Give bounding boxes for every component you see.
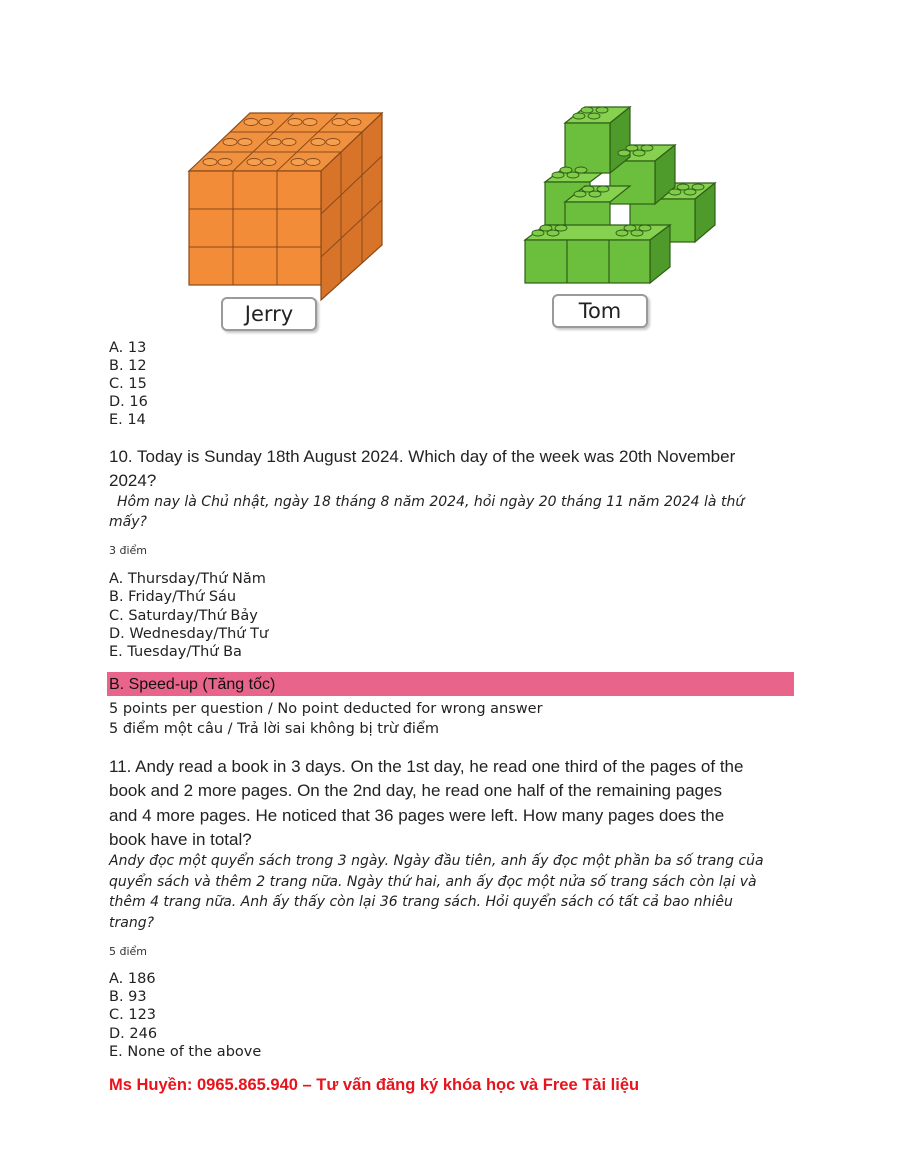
q11-question-line3: and 4 more pages. He noticed that 36 pages were left. How many pages does the bbox=[109, 806, 725, 825]
q11-option-c[interactable]: C. 123 bbox=[109, 1007, 157, 1023]
footer-contact: Ms Huyền: 0965.865.940 – Tư vấn đăng ký khóa học và Free Tài liệu bbox=[109, 1076, 640, 1094]
q10-points: 3 điểm bbox=[109, 544, 148, 557]
q11-option-b[interactable]: B. 93 bbox=[109, 989, 147, 1005]
q11-option-a[interactable]: A. 186 bbox=[109, 971, 156, 987]
q10-translation-line2: mấy? bbox=[109, 514, 147, 530]
q9-option-a[interactable]: A. 13 bbox=[109, 340, 147, 356]
q10-question-line1: 10. Today is Sunday 18th August 2024. Which day of the week was 20th November bbox=[109, 447, 736, 466]
q10-option-a[interactable]: A. Thursday/Thứ Năm bbox=[109, 571, 266, 587]
section-title: B. Speed-up (Tăng tốc) bbox=[109, 676, 276, 693]
q10-question-line2: 2024? bbox=[109, 471, 157, 490]
q10-translation-line1: Hôm nay là Chủ nhật, ngày 18 tháng 8 năm 2024, hỏi ngày 20 tháng 11 năm 2024 là thứ bbox=[117, 494, 745, 510]
q9-option-b[interactable]: B. 12 bbox=[109, 358, 147, 374]
q11-translation-line4: trang? bbox=[109, 915, 155, 931]
tom-label: Tom bbox=[552, 294, 648, 328]
q11-question-line1: 11. Andy read a book in 3 days. On the 1st day, he read one third of the pages of the bbox=[109, 757, 744, 776]
jerry-label: Jerry bbox=[221, 297, 317, 331]
q9-option-e[interactable]: E. 14 bbox=[109, 412, 146, 428]
q11-translation-line1: Andy đọc một quyển sách trong 3 ngày. Ngày đầu tiên, anh ấy đọc một phần ba số trang của bbox=[109, 853, 764, 869]
q11-option-d[interactable]: D. 246 bbox=[109, 1026, 158, 1042]
section-note-en: 5 points per question / No point deducted for wrong answer bbox=[109, 701, 543, 717]
q10-option-b[interactable]: B. Friday/Thứ Sáu bbox=[109, 589, 237, 605]
tom-brick-stack bbox=[525, 107, 715, 283]
q9-option-c[interactable]: C. 15 bbox=[109, 376, 147, 392]
q11-translation-line2: quyển sách và thêm 2 trang nữa. Ngày thứ hai, anh ấy đọc một nửa số trang sách còn lại và bbox=[109, 874, 757, 890]
jerry-brick-cube bbox=[189, 113, 382, 300]
q9-option-d[interactable]: D. 16 bbox=[109, 394, 148, 410]
q11-option-e[interactable]: E. None of the above bbox=[109, 1044, 262, 1060]
q11-question-line4: book have in total? bbox=[109, 830, 252, 849]
section-note-vi: 5 điểm một câu / Trả lời sai không bị trừ điểm bbox=[109, 721, 439, 737]
q11-question-line2: book and 2 more pages. On the 2nd day, he read one half of the remaining pages bbox=[109, 781, 723, 800]
q10-option-c[interactable]: C. Saturday/Thứ Bảy bbox=[109, 608, 258, 624]
q11-translation-line3: thêm 4 trang nữa. Anh ấy thấy còn lại 36 trang sách. Hỏi quyển sách có tất cả bao nhiêu bbox=[109, 894, 733, 910]
q11-points: 5 điểm bbox=[109, 945, 148, 958]
q10-option-d[interactable]: D. Wednesday/Thứ Tư bbox=[109, 626, 269, 642]
q10-option-e[interactable]: E. Tuesday/Thứ Ba bbox=[109, 644, 242, 660]
